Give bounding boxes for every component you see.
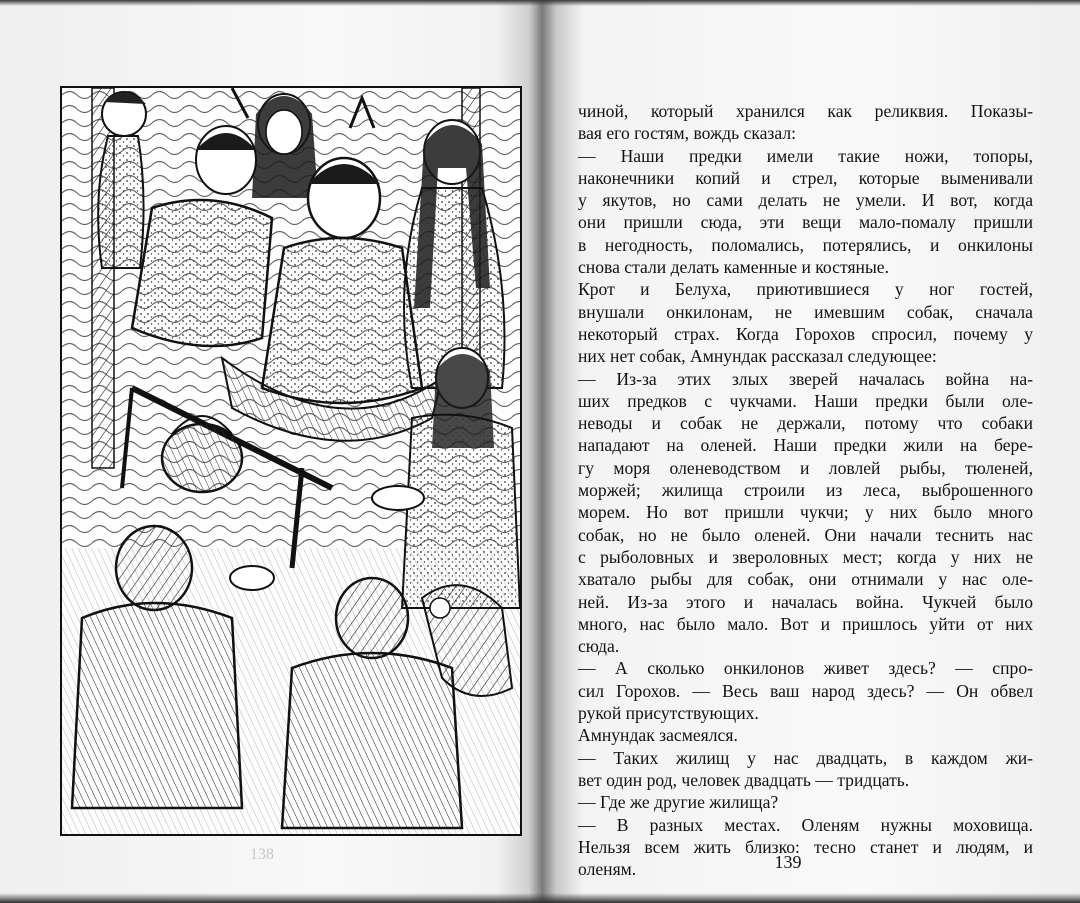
text-line: Нельзя всем жить близко: тесно станет и людям, и (578, 836, 1033, 857)
text-line: сил Горохов. — Весь ваш народ здесь? — Он обвел (578, 680, 1033, 701)
bowl-icon (230, 566, 274, 590)
text-line: нападают на оленей. Наши предки жили на бере- (578, 435, 1033, 456)
text-line: снова стали делать каменные и костяные. (578, 257, 889, 278)
text-line: внушали онкилонам, не имевшим собак, сначала (578, 301, 1033, 322)
ghost-page-number: 138 (250, 846, 274, 863)
text-line: — В разных местах. Оленям нужны моховища. (578, 814, 1033, 835)
text-line: они пришли сюда, эти вещи мало-помалу пришли (578, 212, 1033, 233)
text-line: ших предков с чукчами. Наши предки были оле- (578, 390, 1033, 411)
text-line: морем. Но вот пришли чукчи; у них было много (578, 502, 1033, 523)
text-line: — Из-за этих злых зверей началась война на- (578, 368, 1033, 389)
text-line: Крот и Белуха, приютившиеся у ног гостей, (578, 279, 1033, 300)
child-figure (98, 92, 146, 268)
bowl-icon (372, 486, 424, 510)
text-line: Амнундак засмеялся. (578, 725, 738, 746)
text-line: ней. Из-за этого и началась война. Чукчей было (578, 591, 1033, 612)
page-number: 139 (774, 852, 802, 872)
text-line: рукой присутствующих. (578, 703, 759, 724)
text-line: — Таких жилищ у нас двадцать, в каждом жи- (578, 747, 1033, 768)
right-page (548, 0, 1080, 903)
text-line: моржей; жилища строили из леса, выброшенного (578, 480, 1033, 501)
text-line: наконечники копий и стрел, которые выменивали (578, 167, 1033, 188)
bottom-edge-shadow (0, 893, 1080, 903)
text-line: гу моря оленеводством и ловлей рыбы, тюленей, (578, 457, 1033, 478)
text-line: хватало рыбы для собак, они отнимали у нас оле- (578, 569, 1033, 590)
text-line: некоторый страх. Когда Горохов спросил, почему у (578, 323, 1033, 344)
text-line: сюда. (578, 636, 620, 657)
text-line: в негодность, поломались, потерялись, и онкилоны (578, 234, 1033, 255)
text-line: оленям. (578, 859, 637, 880)
text-line: вет один род, человек двадцать — тридцать. (578, 769, 910, 790)
text-line: собак, но не было оленей. Они начали теснить нас (578, 524, 1033, 545)
text-line: — А сколько онкилонов живет здесь? — спро- (578, 658, 1033, 679)
text-line: чиной, который хранился как реликвия. Показы- (578, 101, 1033, 121)
text-line: — Где же другие жилища? (578, 792, 779, 813)
kettle-icon (162, 424, 242, 492)
text-line: них нет собак, Амнундак рассказал следующее: (578, 346, 937, 367)
page-text (578, 100, 1033, 880)
text-line: — Наши предки имели такие ножи, топоры, (578, 145, 1033, 166)
illustration-drawing (62, 88, 520, 834)
text-line: много, нас было мало. Вот и пришлось уйти от них (578, 613, 1033, 634)
text-line: вая его гостям, вождь сказал: (578, 123, 797, 144)
text-line: у якутов, но сами делать не умели. И вот, когда (578, 190, 1033, 211)
text-line: с рыболовных и звероловных мест; когда у них не (578, 546, 1033, 567)
illustration (60, 86, 522, 836)
text-line: неводы и собак не держали, потому что собаки (578, 413, 1033, 434)
